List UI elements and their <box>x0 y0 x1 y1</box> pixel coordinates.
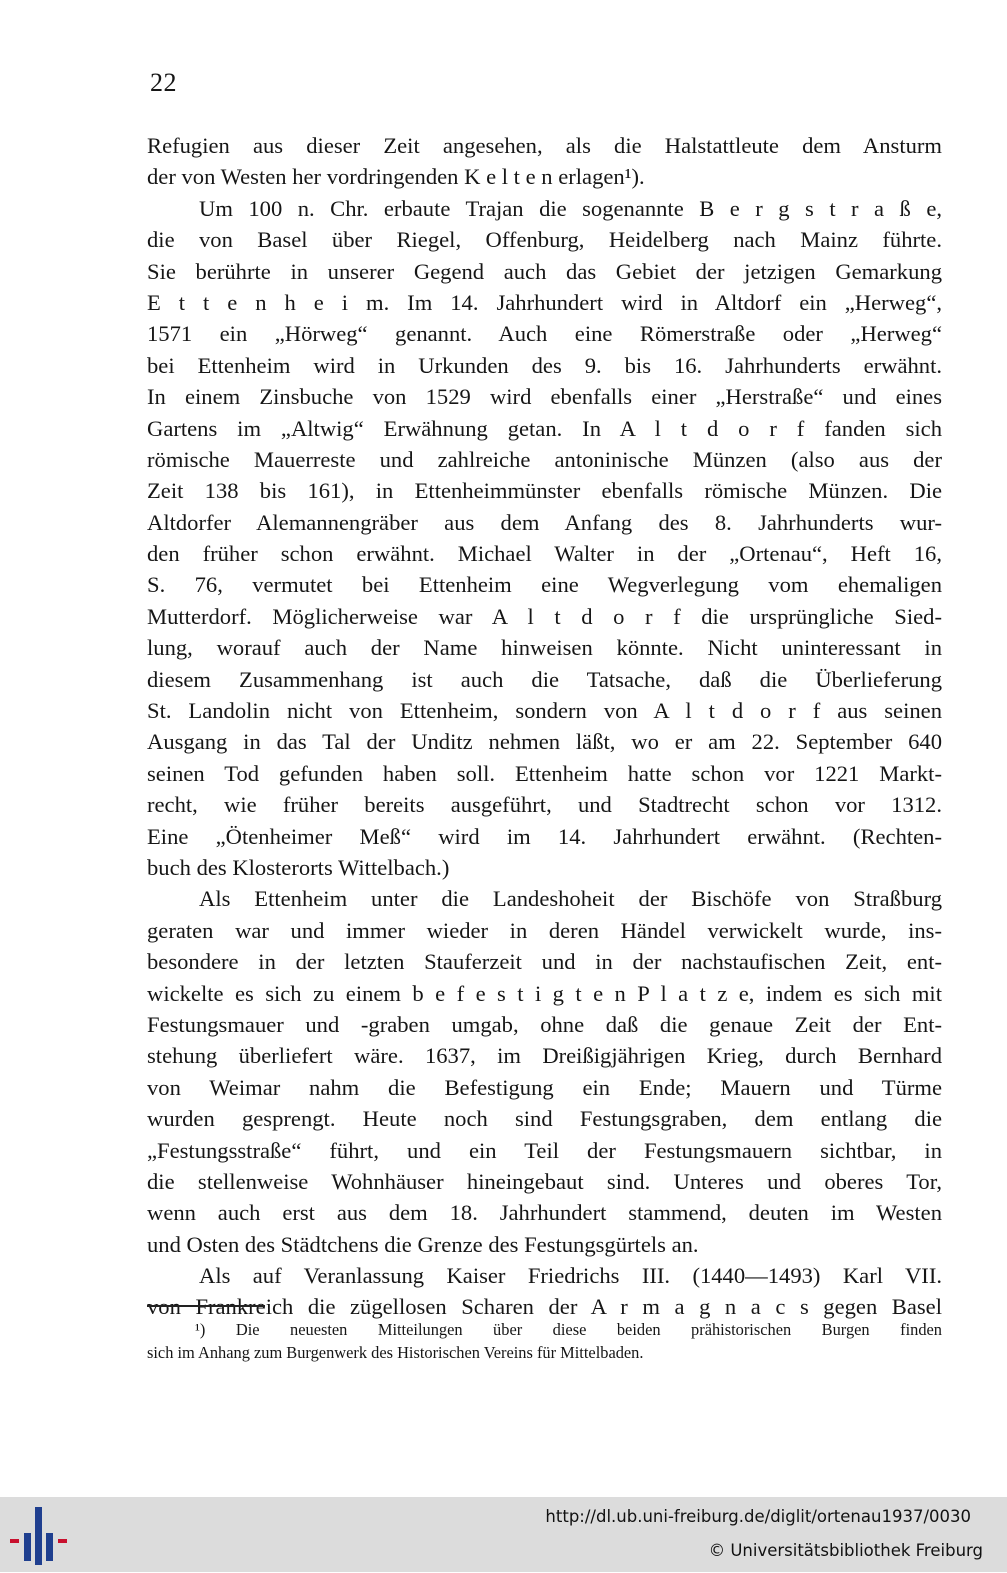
text-line: Zeit 138 bis 161), in Ettenheimmünster ebenfalls römische Münzen. Die <box>147 478 942 504</box>
footnote-line: sich im Anhang zum Burgenwerk des Historischen Vereins für Mittelbaden. <box>147 1343 644 1362</box>
text-line: bei Ettenheim wird in Urkunden des 9. bis 16. Jahrhunderts erwähnt. <box>147 352 942 378</box>
logo-bar-left <box>24 1533 31 1561</box>
footnote-line: ¹) Die neuesten Mitteilungen über diese beiden prähistorischen Burgen finden <box>195 1320 942 1339</box>
text-line: „Festungsstraße“ führt, und ein Teil der Festungsmauern sichtbar, in <box>147 1137 942 1163</box>
logo-bar-center <box>35 1507 42 1565</box>
footnote-divider <box>147 1305 265 1307</box>
text-line: geraten war und immer wieder in deren Händel verwickelt wurde, ins- <box>147 917 942 943</box>
text-line: 1571 ein „Hörweg“ genannt. Auch eine Römerstraße oder „Herweg“ <box>147 321 942 347</box>
text-line: den früher schon erwähnt. Michael Walter in der „Ortenau“, Heft 16, <box>147 541 942 567</box>
text-line: Eine „Ötenheimer Meß“ wird im 14. Jahrhundert erwähnt. (Rechten- <box>147 823 942 849</box>
text-line: Altdorfer Alemannengräber aus dem Anfang des 8. Jahrhunderts wur- <box>147 509 942 535</box>
text-line: Sie berührte in unserer Gegend auch das Gebiet der jetzigen Gemarkung <box>147 258 942 284</box>
text-line: von Weimar nahm die Befestigung ein Ende; Mauern und Türme <box>147 1074 942 1100</box>
text-line: Um 100 n. Chr. erbaute Trajan die sogenannte B e r g s t r a ß e, <box>199 195 942 221</box>
logo-dash-left <box>10 1539 19 1543</box>
text-line: Gartens im „Altwig“ Erwähnung getan. In A l t d o r f fanden sich <box>147 415 942 441</box>
page-number: 22 <box>150 68 177 97</box>
text-line: und Osten des Städtchens die Grenze des Festungsgürtels an. <box>147 1231 699 1257</box>
footnotes <box>147 1318 942 1364</box>
source-url-link[interactable]: http://dl.ub.uni-freiburg.de/diglit/ortenau1937/0030 <box>545 1507 971 1526</box>
text-line: In einem Zinsbuche von 1529 wird ebenfalls einer „Herstraße“ und eines <box>147 384 942 410</box>
text-line: besondere in der letzten Stauferzeit und in der nachstaufischen Zeit, ent- <box>147 949 942 975</box>
text-line: die von Basel über Riegel, Offenburg, Heidelberg nach Mainz führte. <box>147 227 942 253</box>
text-line: der von Westen her vordringenden K e l t e n erlagen¹). <box>147 164 645 190</box>
text-line: Ausgang in das Tal der Unditz nehmen läßt, wo er am 22. September 640 <box>147 729 942 755</box>
text-line: Refugien aus dieser Zeit angesehen, als die Halstattleute dem Ansturm <box>147 133 942 158</box>
text-line: Als Ettenheim unter die Landeshoheit der Bischöfe von Straßburg <box>199 886 942 912</box>
text-line: von Frankreich die zügellosen Scharen der A r m a g n a c s gegen Basel <box>147 1294 942 1320</box>
logo-dash-right <box>58 1539 67 1543</box>
logo-bar-right <box>46 1533 53 1561</box>
library-logo-icon <box>10 1499 70 1569</box>
copyright-notice: © Universitätsbibliothek Freiburg <box>708 1541 983 1560</box>
footer-bar <box>0 1497 1007 1572</box>
text-line: die stellenweise Wohnhäuser hineingebaut sind. Unteres und oberes Tor, <box>147 1168 942 1194</box>
body-text <box>147 130 942 1323</box>
text-line: lung, worauf auch der Name hinweisen könnte. Nicht uninteressant in <box>147 635 942 661</box>
text-line: buch des Klosterorts Wittelbach.) <box>147 854 450 880</box>
text-line: recht, wie früher bereits ausgeführt, und Stadtrecht schon vor 1312. <box>147 792 942 818</box>
text-line: S. 76, vermutet bei Ettenheim eine Wegverlegung vom ehemaligen <box>147 572 942 598</box>
text-line: wickelte es sich zu einem b e f e s t i g t e n P l a t z e, indem es sich mit <box>147 980 942 1006</box>
text-line: seinen Tod gefunden haben soll. Ettenheim hatte schon vor 1221 Markt- <box>147 760 942 786</box>
text-line: E t t e n h e i m. Im 14. Jahrhundert wird in Altdorf ein „Herweg“, <box>147 289 942 315</box>
text-line: Mutterdorf. Möglicherweise war A l t d o r f die ursprüngliche Sied- <box>147 603 942 629</box>
text-line: stehung überliefert wäre. 1637, im Dreißigjährigen Krieg, durch Bernhard <box>147 1043 942 1069</box>
text-line: Als auf Veranlassung Kaiser Friedrichs III. (1440—1493) Karl VII. <box>199 1263 942 1289</box>
text-line: diesem Zusammenhang ist auch die Tatsache, daß die Überlieferung <box>147 666 942 692</box>
text-line: St. Landolin nicht von Ettenheim, sondern von A l t d o r f aus seinen <box>147 698 942 724</box>
text-line: wenn auch erst aus dem 18. Jahrhundert stammend, deuten im Westen <box>147 1200 942 1226</box>
text-line: wurden gesprengt. Heute noch sind Festungsgraben, dem entlang die <box>147 1106 942 1132</box>
text-line: Festungsmauer und -graben umgab, ohne daß die genaue Zeit der Ent- <box>147 1011 942 1037</box>
text-line: römische Mauerreste und zahlreiche antoninische Münzen (also aus der <box>147 446 942 472</box>
